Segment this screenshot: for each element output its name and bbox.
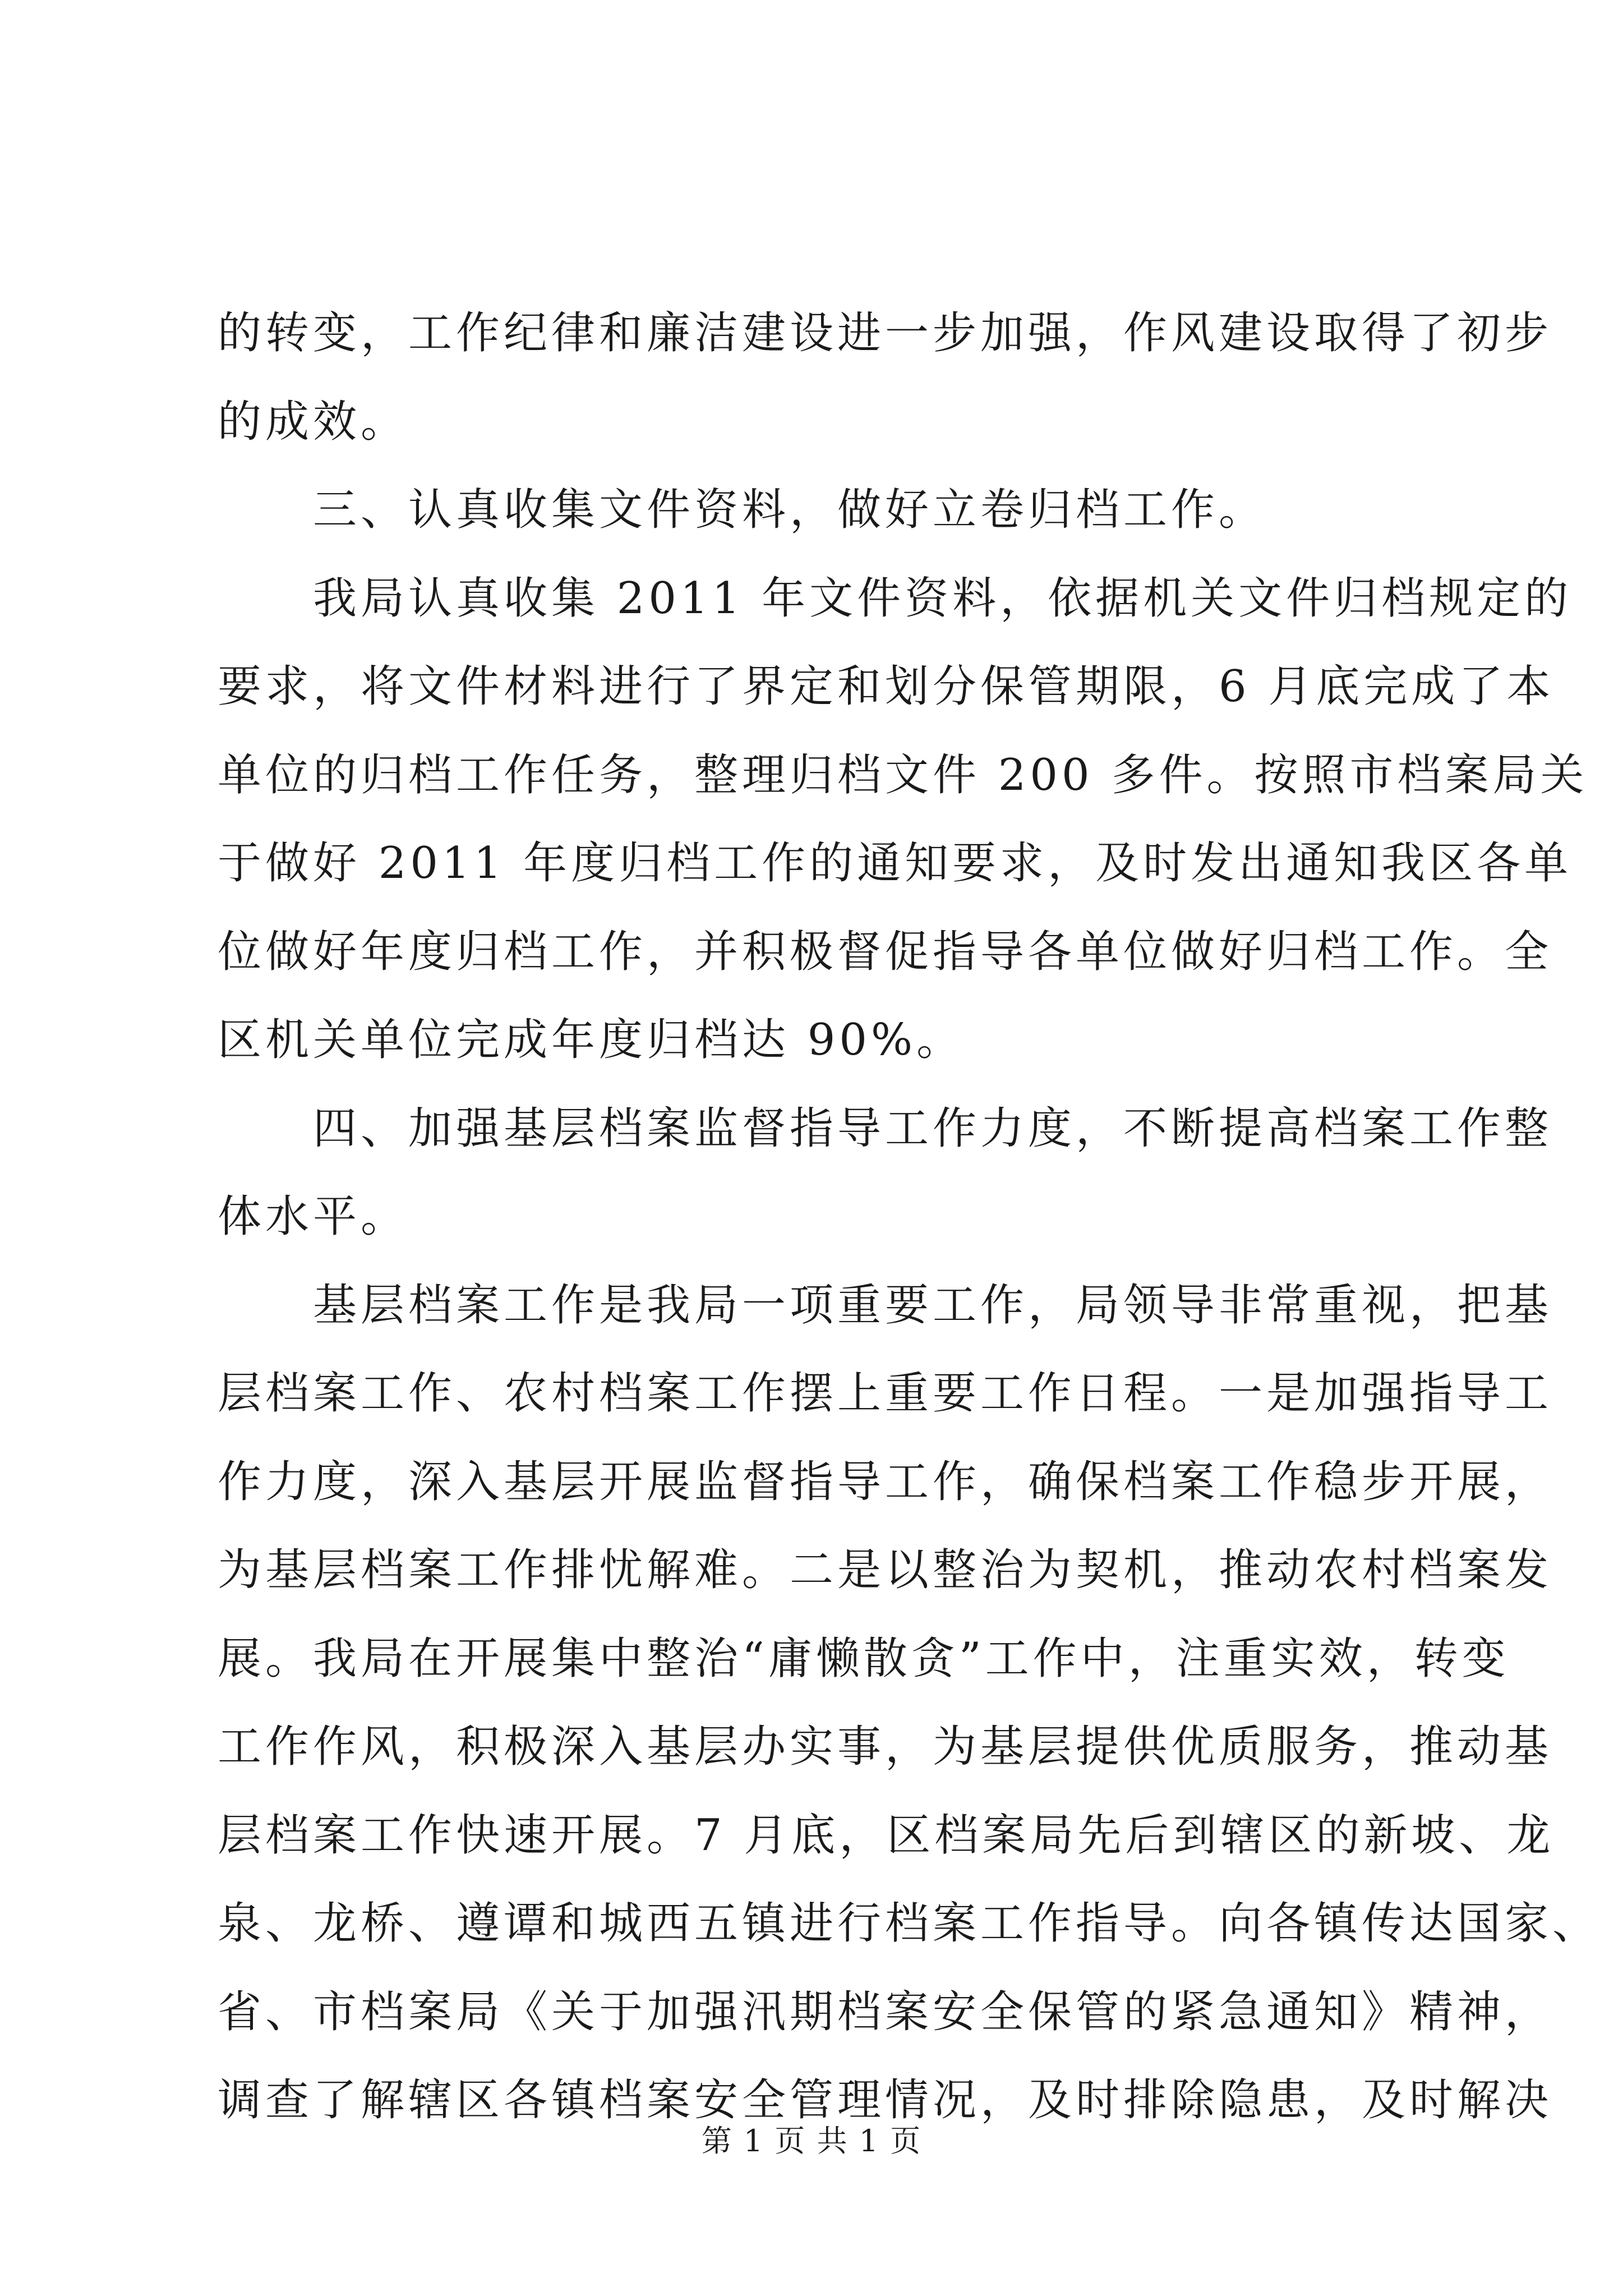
text-line-18: 层档案工作快速开展。7 月底，区档案局先后到辖区的新坡、龙 <box>218 1810 1555 1861</box>
text-line-12: 基层档案工作是我局一项重要工作，局领导非常重视，把基 <box>313 1280 1553 1331</box>
text-line-14: 作力度，深入基层开展监督指导工作，确保档案工作稳步开展， <box>218 1456 1553 1507</box>
page-footer <box>0 2122 1623 2161</box>
text-line-17: 工作作风，积极深入基层办实事，为基层提供优质服务，推动基 <box>218 1722 1553 1772</box>
text-line-11: 体水平。 <box>218 1191 409 1242</box>
text-line-2: 的成效。 <box>218 396 409 447</box>
text-line-7: 于做好 2011 年度归档工作的通知要求，及时发出通知我区各单 <box>218 838 1573 889</box>
text-line-8: 位做好年度归档工作，并积极督促指导各单位做好归档工作。全 <box>218 926 1553 977</box>
text-line-21: 调查了解辖区各镇档案安全管理情况，及时排除隐患，及时解决 <box>218 2075 1553 2125</box>
document-body <box>218 289 1601 2145</box>
text-line-19: 泉、龙桥、遵谭和城西五镇进行档案工作指导。向各镇传达国家、 <box>218 1898 1601 1949</box>
text-line-13: 层档案工作、农村档案工作摆上重要工作日程。一是加强指导工 <box>218 1368 1553 1419</box>
section-heading-3: 三、认真收集文件资料，做好立卷归档工作。 <box>313 485 1267 535</box>
text-line-9: 区机关单位完成年度归档达 90%。 <box>218 1015 965 1065</box>
text-line-20: 省、市档案局《关于加强汛期档案安全保管的紧急通知》精神， <box>218 1986 1553 2037</box>
text-line-4: 我局认真收集 2011 年文件资料，依据机关文件归档规定的 <box>313 573 1573 624</box>
text-line-16: 展。我局在开展集中整治“庸懒散贪”工作中，注重实效，转变 <box>218 1633 1510 1684</box>
text-line-15: 为基层档案工作排忧解难。二是以整治为契机，推动农村档案发 <box>218 1545 1553 1595</box>
text-line-6: 单位的归档工作任务，整理归档文件 200 多件。按照市档案局关 <box>218 749 1588 800</box>
text-line-5: 要求，将文件材料进行了界定和划分保管期限，6 月底完成了本 <box>218 661 1555 712</box>
text-line-1: 的转变，工作纪律和廉洁建设进一步加强，作风建设取得了初步 <box>218 308 1553 358</box>
page-number-label: 第 1 页 共 1 页 <box>701 2123 922 2159</box>
section-heading-4: 四、加强基层档案监督指导工作力度，不断提高档案工作整 <box>313 1103 1553 1154</box>
